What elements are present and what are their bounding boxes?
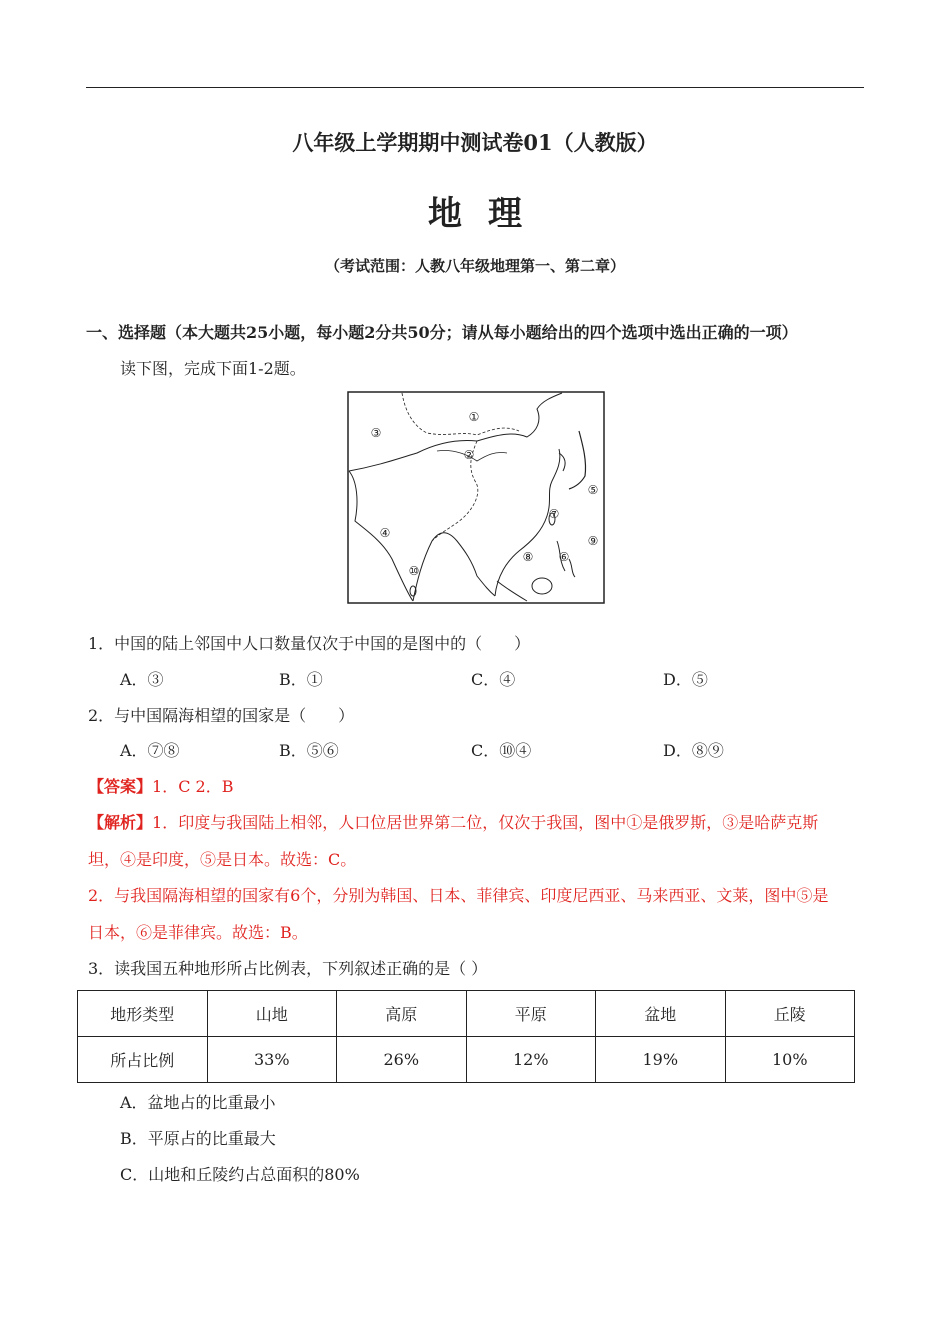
- section-intro: 读下图，完成下面1-2题。: [120, 359, 306, 378]
- table-cell: 12%: [466, 1037, 596, 1083]
- map-label-5: ⑤: [587, 483, 599, 497]
- terrain-ratio-table: [77, 990, 855, 1083]
- analysis-line-2: 坦，④是印度，⑤是日本。故选：C。: [88, 850, 357, 869]
- analysis-line-1: [88, 813, 818, 833]
- table-header-row: [78, 991, 855, 1037]
- map-label-9: ⑨: [587, 534, 599, 548]
- table-cell: 地形类型: [78, 991, 208, 1037]
- table-cell: 平原: [466, 991, 596, 1037]
- map-label-8: ⑧: [522, 550, 534, 564]
- table-cell: 山地: [207, 991, 337, 1037]
- asia-map-figure: [347, 391, 605, 604]
- q3-stem: 3．读我国五种地形所占比例表，下列叙述正确的是（ ）: [88, 959, 488, 978]
- table-cell: 所占比例: [78, 1037, 208, 1083]
- q1-option-c: C．④: [471, 670, 516, 689]
- q1-option-d: D．⑤: [663, 670, 708, 689]
- q1-option-a: A．③: [120, 670, 164, 689]
- answer-text: 1．C 2．B: [152, 777, 234, 796]
- table-cell: 盆地: [596, 991, 726, 1037]
- exam-scope: （考试范围：人教八年级地理第一、第二章）: [324, 257, 625, 275]
- table-cell: 26%: [337, 1037, 467, 1083]
- q2-option-d: D．⑧⑨: [663, 741, 724, 760]
- table-cell: 19%: [596, 1037, 726, 1083]
- answer-line: [88, 777, 233, 797]
- q1-option-b: B．①: [279, 670, 323, 689]
- table-cell: 10%: [725, 1037, 855, 1083]
- analysis-tag: 【解析】: [88, 813, 153, 832]
- map-label-4: ④: [379, 526, 391, 540]
- table-cell: 丘陵: [725, 991, 855, 1037]
- answer-tag: 【答案】: [88, 777, 153, 796]
- subject-title: 地理: [428, 194, 548, 234]
- q3-option-b: B．平原占的比重最大: [120, 1129, 276, 1148]
- map-label-3: ③: [370, 426, 382, 440]
- section-heading: 一、选择题（本大题共25小题，每小题2分共50分；请从每小题给出的四个选项中选出正确的一项）: [86, 323, 798, 342]
- table-cell: 33%: [207, 1037, 337, 1083]
- q3-option-c: C．山地和丘陵约占总面积的80%: [120, 1165, 360, 1184]
- map-label-7: ⑦: [548, 507, 560, 521]
- analysis-text-1: 1．印度与我国陆上相邻，人口位居世界第二位，仅次于我国，图中①是俄罗斯，③是哈萨克斯: [152, 813, 819, 832]
- map-label-6: ⑥: [558, 550, 570, 564]
- q2-stem: 2．与中国隔海相望的国家是（ ）: [88, 706, 355, 725]
- q1-stem: 1．中国的陆上邻国中人口数量仅次于中国的是图中的（ ）: [88, 634, 531, 653]
- q3-option-a: A．盆地占的比重最小: [120, 1093, 276, 1112]
- table-cell: 高原: [337, 991, 467, 1037]
- exam-title: 八年级上学期期中测试卷01（人教版）: [292, 130, 658, 155]
- map-label-1: ①: [468, 410, 480, 424]
- analysis-line-3: 2．与我国隔海相望的国家有6个，分别为韩国、日本、菲律宾、印度尼西亚、马来西亚、文莱，图中⑤是: [88, 886, 829, 905]
- q2-option-b: B．⑤⑥: [279, 741, 339, 760]
- map-label-10: ⑩: [408, 564, 420, 578]
- map-label-2: ②: [463, 448, 475, 462]
- q2-option-a: A．⑦⑧: [120, 741, 180, 760]
- table-row: [78, 1037, 855, 1083]
- q2-option-c: C．⑩④: [471, 741, 532, 760]
- top-rule: [86, 87, 864, 88]
- analysis-line-4: 日本，⑥是菲律宾。故选：B。: [88, 923, 308, 942]
